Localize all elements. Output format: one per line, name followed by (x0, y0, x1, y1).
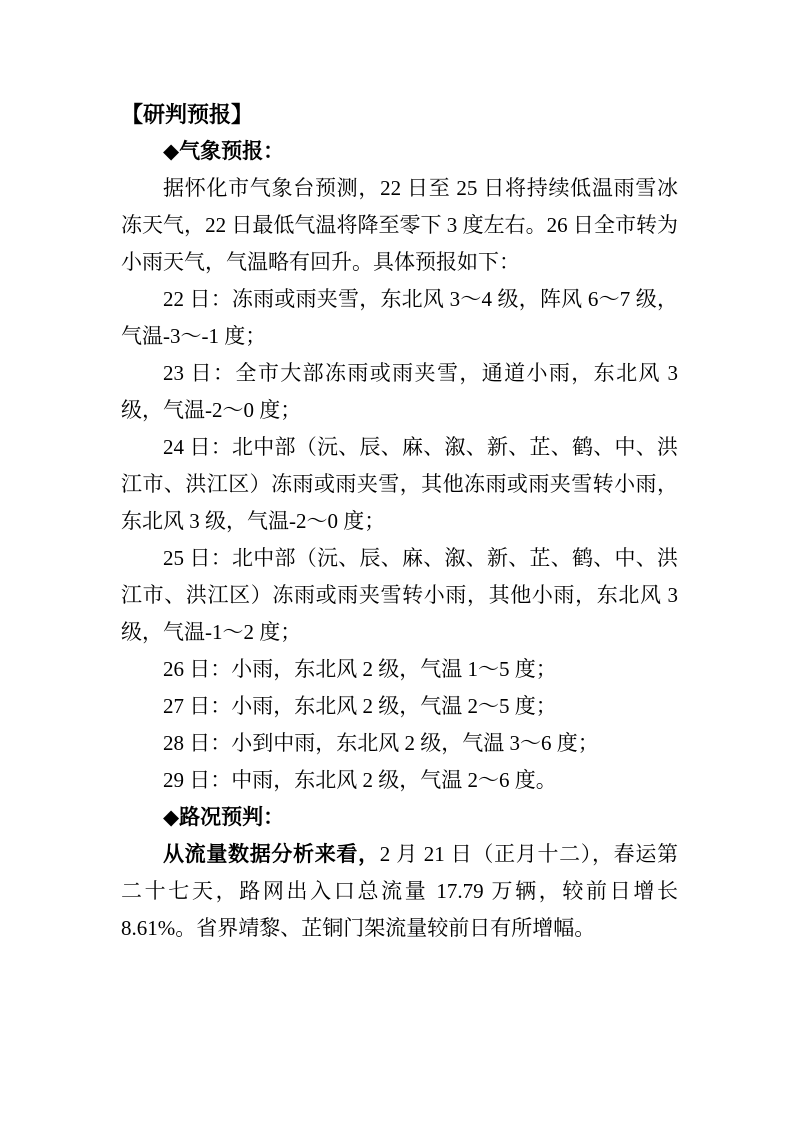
traffic-analysis-body: 2 月 21 日（正月十二），春运第二十七天，路网出入口总流量 17.79 万辆，较前日增长 8.61%。省界靖黎、芷铜门架流量较前日有所增幅。 (121, 842, 679, 940)
forecast-item-day24: 24 日：北中部（沅、辰、麻、溆、新、芷、鹤、中、洪江市、洪江区）冻雨或雨夹雪，其他冻雨或雨夹雪转小雨，东北风 3 级，气温-2～0 度； (121, 435, 678, 533)
traffic-analysis-paragraph (121, 836, 678, 947)
forecast-item-day29: 29 日：中雨，东北风 2 级，气温 2～6 度。 (163, 768, 557, 792)
section-title: 【研判预报】 (121, 102, 254, 127)
forecast-item-day27: 27 日：小雨，东北风 2 级，气温 2～5 度； (163, 694, 557, 718)
road-condition-heading: ◆路况预判： (163, 806, 285, 829)
traffic-analysis-lead: 从流量数据分析来看， (163, 843, 380, 866)
forecast-item-day22: 22 日：冻雨或雨夹雪，东北风 3～4 级，阵风 6～7 级，气温-3～-1 度； (121, 287, 678, 348)
forecast-item-day23: 23 日：全市大部冻雨或雨夹雪，通道小雨，东北风 3 级，气温-2～0 度； (121, 361, 678, 422)
weather-forecast-heading: ◆气象预报： (163, 140, 285, 163)
forecast-item-day28: 28 日：小到中雨，东北风 2 级，气温 3～6 度； (163, 731, 599, 755)
weather-intro-paragraph: 据怀化市气象台预测，22 日至 25 日将持续低温雨雪冰冻天气，22 日最低气温将降至零下 3 度左右。26 日全市转为小雨天气，气温略有回升。具体预报如下： (121, 176, 678, 274)
forecast-item-day26: 26 日：小雨，东北风 2 级，气温 1～5 度； (163, 657, 557, 681)
forecast-item-day25: 25 日：北中部（沅、辰、麻、溆、新、芷、鹤、中、洪江市、洪江区）冻雨或雨夹雪转小雨，其他小雨，东北风 3 级，气温-1～2 度； (121, 546, 678, 644)
document-content (121, 96, 678, 947)
